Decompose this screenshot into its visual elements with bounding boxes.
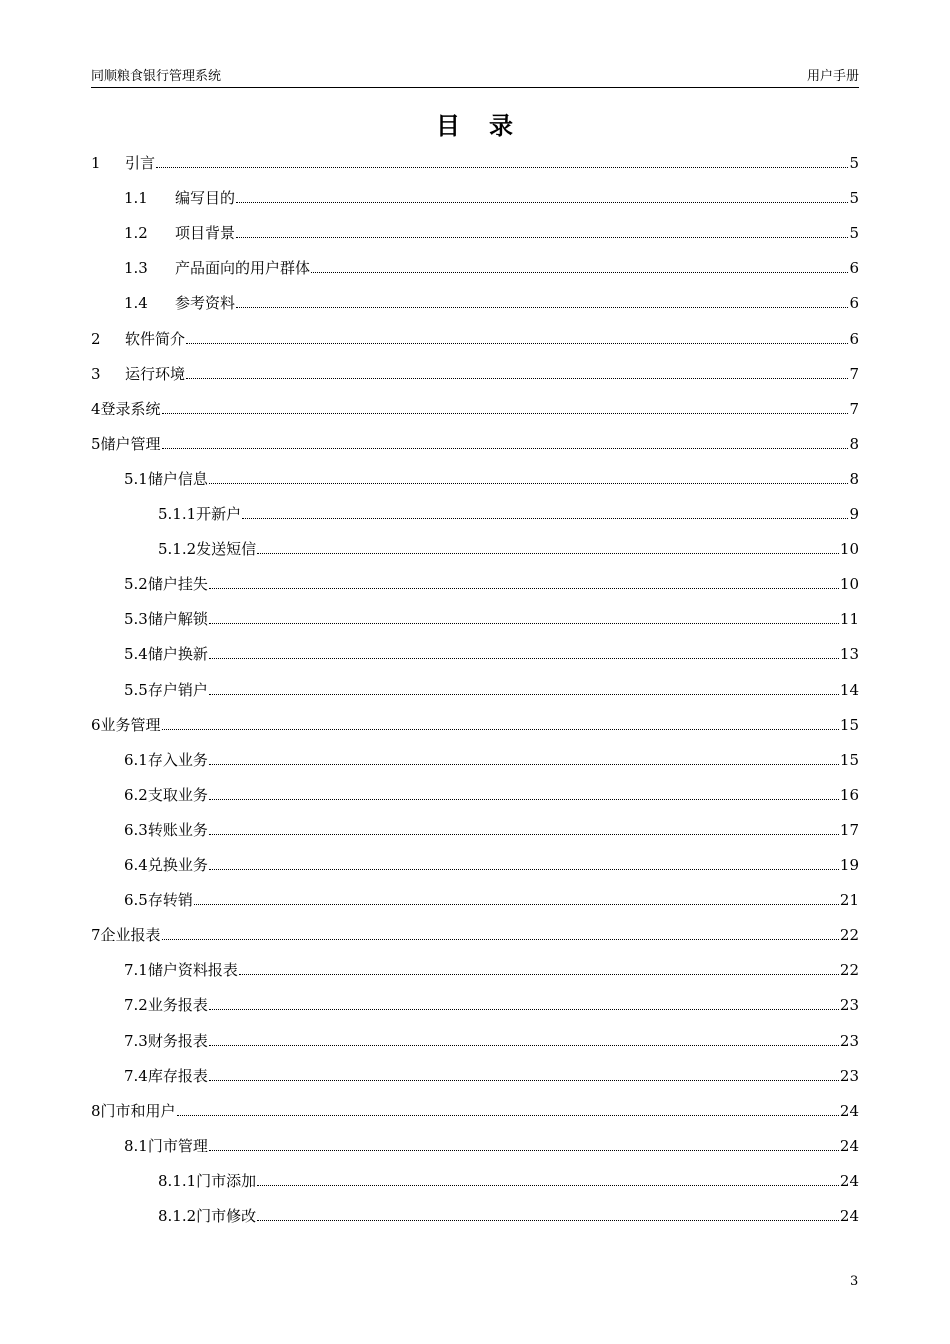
toc-entry-page: 13 xyxy=(839,645,859,664)
toc-entry[interactable] xyxy=(124,466,859,490)
toc-entry-number: 7.4 xyxy=(124,1066,148,1085)
toc-entry-title: 储户信息 xyxy=(147,469,208,488)
toc-entry-number: 8.1.2 xyxy=(158,1207,197,1225)
toc-entry-page: 10 xyxy=(839,575,859,594)
toc-entry-page: 7 xyxy=(849,399,859,418)
toc-entry[interactable] xyxy=(124,185,859,209)
toc-entry-title: 财务报表 xyxy=(147,1031,208,1050)
toc-entry-page: 6 xyxy=(849,329,859,348)
toc-entry[interactable] xyxy=(124,1063,859,1087)
toc-entry-page: 16 xyxy=(839,785,859,804)
toc-entry-number: 7.3 xyxy=(124,1031,148,1050)
toc-dot-leader xyxy=(236,236,848,238)
toc-dot-leader xyxy=(209,657,839,659)
toc-entry[interactable] xyxy=(124,782,859,806)
toc-entry-number: 7.2 xyxy=(124,996,148,1015)
toc-entry-title: 编写目的 xyxy=(175,189,236,208)
toc-dot-leader xyxy=(209,1149,839,1151)
toc-entry-number: 5.1 xyxy=(124,469,148,488)
toc-dot-leader xyxy=(194,903,839,905)
toc-entry-number: 1.1 xyxy=(124,189,148,208)
toc-entry-title: 储户管理 xyxy=(100,434,161,453)
toc-entry-number: 8 xyxy=(91,1101,101,1120)
toc-entry-number: 6.4 xyxy=(124,856,148,874)
toc-entry-number: 1.2 xyxy=(124,224,148,243)
toc-entry-number: 4 xyxy=(91,399,101,418)
toc-entry-title: 存入业务 xyxy=(147,750,208,769)
toc-entry[interactable] xyxy=(124,677,859,701)
toc-dot-leader xyxy=(209,798,839,800)
toc-dot-leader xyxy=(239,973,839,975)
toc-entry-page: 8 xyxy=(849,469,859,488)
toc-entry-number: 1.3 xyxy=(124,259,148,278)
toc-dot-leader xyxy=(162,412,849,414)
toc-entry-title: 兑换业务 xyxy=(147,856,208,874)
toc-entry-title: 门市管理 xyxy=(147,1136,208,1155)
toc-dot-leader xyxy=(186,342,848,344)
toc-entry[interactable] xyxy=(124,887,859,911)
toc-entry-title: 门市修改 xyxy=(196,1207,257,1225)
toc-entry-page: 7 xyxy=(849,364,859,383)
toc-entry-page: 23 xyxy=(839,1066,859,1085)
toc-entry-page: 8 xyxy=(849,434,859,453)
toc-dot-leader xyxy=(257,552,839,554)
toc-entry-number: 6.5 xyxy=(124,891,148,910)
toc-entry-page: 17 xyxy=(839,820,859,839)
toc-entry-number: 7 xyxy=(91,926,101,945)
toc-dot-leader xyxy=(209,622,839,624)
toc-entry-page: 19 xyxy=(839,856,859,874)
toc-entry-title: 库存报表 xyxy=(147,1066,208,1085)
toc-entry-number: 5.1.1 xyxy=(158,505,197,523)
toc-entry-number: 5.5 xyxy=(124,680,148,699)
toc-entry-title: 转账业务 xyxy=(147,820,208,839)
toc-entry-page: 23 xyxy=(839,1031,859,1050)
toc-dot-leader xyxy=(257,1184,839,1186)
toc-entry[interactable] xyxy=(124,747,859,771)
toc-entry-page: 22 xyxy=(839,926,859,945)
toc-entry-page: 6 xyxy=(849,294,859,313)
toc-entry-page: 15 xyxy=(839,750,859,769)
toc-entry-page: 14 xyxy=(839,680,859,699)
toc-entry-page: 5 xyxy=(849,154,859,172)
toc-entry-title: 发送短信 xyxy=(196,540,257,559)
toc-dot-leader xyxy=(177,1114,839,1116)
toc-entry-page: 22 xyxy=(839,961,859,980)
toc-entry[interactable] xyxy=(124,571,859,595)
toc-entry-title: 企业报表 xyxy=(100,926,161,945)
toc-entry-title: 项目背景 xyxy=(175,224,236,243)
toc-entry-number: 7.1 xyxy=(124,961,148,980)
toc-entry[interactable] xyxy=(158,1203,859,1227)
toc-dot-leader xyxy=(162,728,839,730)
toc-entry-page: 15 xyxy=(839,715,859,734)
toc-dot-leader xyxy=(257,1219,839,1221)
toc-entry[interactable] xyxy=(158,1168,859,1192)
toc-entry-title: 登录系统 xyxy=(100,399,161,418)
toc-entry[interactable] xyxy=(124,992,859,1016)
toc-entry[interactable] xyxy=(124,957,859,981)
toc-entry-number: 1.4 xyxy=(124,294,148,313)
page-header xyxy=(91,68,859,88)
toc-dot-leader xyxy=(162,938,839,940)
toc-entry-title: 存转销 xyxy=(147,891,193,910)
toc-dot-leader xyxy=(236,306,848,308)
toc-dot-leader xyxy=(209,482,849,484)
toc-entry[interactable] xyxy=(91,1098,859,1122)
toc-entry-page: 21 xyxy=(839,891,859,910)
toc-entry-number: 8.1.1 xyxy=(158,1171,197,1190)
toc-entry-page: 9 xyxy=(849,505,859,523)
toc-entry-number: 6.2 xyxy=(124,785,148,804)
toc-dot-leader xyxy=(209,1079,839,1081)
toc-entry[interactable] xyxy=(124,817,859,841)
toc-entry-page: 24 xyxy=(839,1171,859,1190)
toc-entry-title: 产品面向的用户群体 xyxy=(175,259,311,278)
toc-entry-page: 24 xyxy=(839,1101,859,1120)
toc-title-first: 目 xyxy=(436,112,461,140)
toc-entry-title: 运行环境 xyxy=(125,364,186,383)
toc-title-second: 录 xyxy=(489,112,514,140)
toc-entry-page: 6 xyxy=(849,259,859,278)
toc-entry-title: 门市添加 xyxy=(196,1171,257,1190)
toc-entry-number: 5.4 xyxy=(124,645,148,664)
toc-entry-number: 5 xyxy=(91,434,101,453)
toc-entry[interactable] xyxy=(91,712,859,736)
toc-entry-title: 业务管理 xyxy=(100,715,161,734)
toc-entry[interactable] xyxy=(124,255,859,279)
toc-entry[interactable] xyxy=(124,290,859,314)
toc-entry[interactable] xyxy=(124,220,859,244)
toc-entry[interactable] xyxy=(124,1133,859,1157)
toc-dot-leader xyxy=(236,201,848,203)
toc-entry-page: 11 xyxy=(839,610,859,629)
toc-entry[interactable] xyxy=(91,361,859,385)
toc-entry-number: 1 xyxy=(91,154,101,172)
toc-entry-number: 5.3 xyxy=(124,610,148,629)
toc-dot-leader xyxy=(209,587,839,589)
toc-entry-title: 软件简介 xyxy=(125,329,186,348)
toc-entry-title: 参考资料 xyxy=(175,294,236,313)
toc-entry-number: 3 xyxy=(91,364,101,383)
toc-dot-leader xyxy=(156,166,848,168)
toc-entry[interactable] xyxy=(124,852,859,876)
toc-entry-title: 门市和用户 xyxy=(100,1101,176,1120)
toc-entry-number: 2 xyxy=(91,329,101,348)
toc-entry[interactable] xyxy=(91,150,859,174)
toc-dot-leader xyxy=(209,833,839,835)
toc-entry[interactable] xyxy=(158,536,859,560)
toc-dot-leader xyxy=(209,1008,839,1010)
toc-entry-number: 6.3 xyxy=(124,820,148,839)
toc-entry-title: 引言 xyxy=(125,154,156,172)
header-doc-title: 同顺粮食银行管理系统 xyxy=(91,69,222,84)
toc-entry-page: 5 xyxy=(849,189,859,208)
toc-entry-number: 6.1 xyxy=(124,750,148,769)
toc-entry[interactable] xyxy=(124,641,859,665)
toc-entry-number: 6 xyxy=(91,715,101,734)
toc-title xyxy=(0,110,950,142)
toc-dot-leader xyxy=(311,271,848,273)
toc-entry-title: 支取业务 xyxy=(147,785,208,804)
toc-dot-leader xyxy=(209,763,839,765)
toc-entry-title: 开新户 xyxy=(196,505,242,523)
header-doc-type: 用户手册 xyxy=(806,69,859,84)
toc-dot-leader xyxy=(209,868,839,870)
page-number: 3 xyxy=(850,1274,859,1289)
toc-entry-title: 储户解锁 xyxy=(147,610,208,629)
toc-entry[interactable] xyxy=(124,1028,859,1052)
toc-entry-title: 存户销户 xyxy=(147,680,208,699)
toc-entry-page: 5 xyxy=(849,224,859,243)
toc-entry-page: 24 xyxy=(839,1207,859,1225)
toc-entry[interactable] xyxy=(91,431,859,455)
toc-entry-number: 5.2 xyxy=(124,575,148,594)
toc-entry-title: 储户挂失 xyxy=(147,575,208,594)
toc-dot-leader xyxy=(162,447,849,449)
toc-entry-page: 23 xyxy=(839,996,859,1015)
toc-entry-page: 24 xyxy=(839,1136,859,1155)
toc-entry-page: 10 xyxy=(839,540,859,559)
toc-dot-leader xyxy=(209,693,839,695)
toc-entry[interactable] xyxy=(91,922,859,946)
toc-entry-title: 储户资料报表 xyxy=(147,961,238,980)
toc-entry-title: 业务报表 xyxy=(147,996,208,1015)
toc-entry[interactable] xyxy=(124,606,859,630)
toc-entry[interactable] xyxy=(91,326,859,350)
toc-entry-number: 8.1 xyxy=(124,1136,148,1155)
toc-dot-leader xyxy=(242,517,848,519)
toc-entry[interactable] xyxy=(158,501,859,525)
toc-entry[interactable] xyxy=(91,396,859,420)
toc-dot-leader xyxy=(209,1044,839,1046)
toc-entry-number: 5.1.2 xyxy=(158,540,197,559)
toc-dot-leader xyxy=(186,377,848,379)
toc-entry-title: 储户换新 xyxy=(147,645,208,664)
